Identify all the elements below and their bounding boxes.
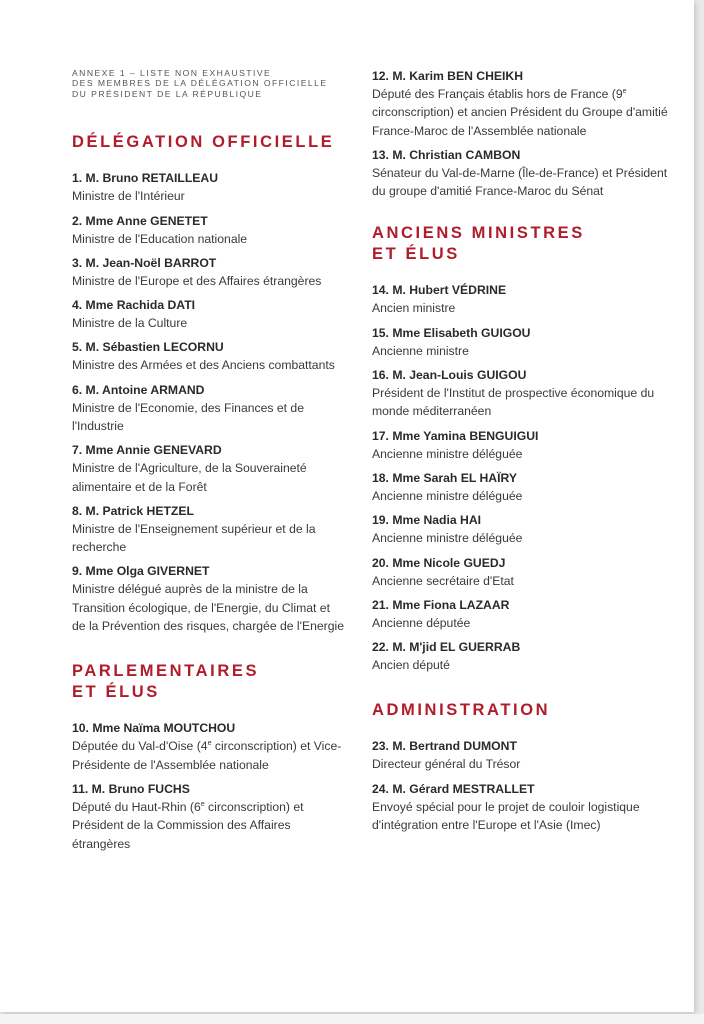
list-item [72, 297, 344, 332]
entry-role: Ancienne secrétaire d'Etat [372, 573, 514, 588]
entry-name: 9. Mme Olga GIVERNET [72, 564, 210, 579]
entry-name: 5. M. Sébastien LECORNU [72, 340, 224, 355]
entry-role: Ministre des Armées et des Anciens combattants [72, 358, 335, 373]
annex-header [72, 68, 344, 99]
entry-name: 3. M. Jean-Noël BARROT [72, 255, 217, 270]
entry-name: 13. M. Christian CAMBON [372, 147, 521, 162]
entry-role: Directeur général du Trésor [372, 757, 521, 772]
annex-line: DU PRÉSIDENT DE LA RÉPUBLIQUE [72, 88, 263, 99]
entry-role: Ancien ministre [372, 301, 456, 316]
list-item [72, 170, 344, 205]
section-title-anciens [372, 223, 668, 265]
entry-name: 11. M. Bruno FUCHS [72, 781, 190, 796]
entry-role: Ministre de l'Intérieur [72, 189, 185, 204]
entry-role: Députée du Val-d'Oise (4e circonscription) et Vice-Présidente de l'Assemblée nationale [72, 739, 342, 772]
list-item [372, 512, 668, 547]
entry-role: Ministre de l'Enseignement supérieur et de la recherche [72, 521, 316, 555]
section-title-delegation: DÉLÉGATION OFFICIELLE [72, 133, 335, 152]
list-item [372, 470, 668, 505]
title-line: ANCIENS MINISTRES [372, 224, 585, 243]
list-item [372, 428, 668, 463]
entry-name: 10. Mme Naïma MOUTCHOU [72, 721, 236, 736]
annex-line: ANNEXE 1 – LISTE NON EXHAUSTIVE [72, 68, 272, 78]
entry-name: 2. Mme Anne GENETET [72, 213, 208, 228]
section-title-parlementaires [72, 661, 344, 703]
entry-role: Ancienne ministre déléguée [372, 488, 523, 503]
entry-name: 22. M. M'jid EL GUERRAB [372, 640, 521, 655]
entry-name: 24. M. Gérard MESTRALLET [372, 781, 535, 796]
entry-name: 23. M. Bertrand DUMONT [372, 739, 517, 754]
entry-name: 14. M. Hubert VÉDRINE [372, 283, 507, 298]
list-item [72, 255, 344, 290]
list-item [72, 213, 344, 248]
list-item [372, 147, 668, 201]
list-item [372, 367, 668, 421]
entry-role: Ministre de l'Education nationale [72, 231, 248, 246]
section-title-administration: ADMINISTRATION [372, 701, 551, 720]
entry-role: Ancienne ministre déléguée [372, 446, 523, 461]
list-item [372, 555, 668, 590]
list-item [372, 325, 668, 360]
left-column [72, 68, 344, 853]
entry-name: 17. Mme Yamina BENGUIGUI [372, 428, 539, 443]
list-item [372, 781, 668, 835]
entry-name: 4. Mme Rachida DATI [72, 298, 196, 313]
entry-role: Ministre de l'Economie, des Finances et de l'Industrie [72, 400, 304, 433]
entry-role: Ministre de l'Agriculture, de la Souveraineté alimentaire et de la Forêt [72, 461, 307, 494]
entry-name: 18. Mme Sarah EL HAÏRY [372, 470, 517, 485]
entry-role: Ancienne ministre déléguée [372, 531, 523, 546]
list-item [372, 597, 668, 632]
list-item [72, 442, 344, 496]
annex-line: DES MEMBRES DE LA DÉLÉGATION OFFICIELLE [72, 78, 328, 89]
entry-role: Président de l'Institut de prospective économique du monde méditerranéen [372, 386, 655, 419]
entry-role: Député des Français établis hors de France (9e circonscription) et ancien Président du Groupe d'amitié France-Maroc de l'Assemblée nationale [372, 87, 668, 138]
list-item [72, 382, 344, 436]
entry-role: Ministre de l'Europe et des Affaires étrangères [72, 273, 322, 288]
list-item [372, 282, 668, 317]
entry-role: Sénateur du Val-de-Marne (Île-de-France) et Président du groupe d'amitié France-Maroc du Sénat [372, 165, 668, 199]
title-line: ET ÉLUS [72, 683, 160, 702]
title-line: PARLEMENTAIRES [72, 662, 260, 681]
entry-role: Ministre délégué auprès de la ministre de la Transition écologique, de l'Energie, du Climat et de la Prévention des risques, chargée de l'Energie [72, 582, 344, 634]
entry-name: 7. Mme Annie GENEVARD [72, 443, 222, 458]
title-line: ET ÉLUS [372, 245, 460, 264]
entry-name: 19. Mme Nadia HAI [372, 513, 482, 528]
list-item [72, 781, 344, 853]
entry-role: Ancienne députée [372, 615, 471, 630]
list-item [372, 738, 668, 773]
list-item [72, 503, 344, 557]
list-item [72, 563, 344, 635]
list-item [72, 720, 344, 774]
entry-role: Député du Haut-Rhin (6e circonscription) et Président de la Commission des Affaires étrangères [72, 799, 304, 851]
right-column [372, 68, 668, 834]
entry-role: Ancienne ministre [372, 343, 469, 358]
list-item [72, 339, 344, 374]
entry-name: 16. M. Jean-Louis GUIGOU [372, 368, 527, 383]
entry-name: 15. Mme Elisabeth GUIGOU [372, 325, 531, 340]
entry-name: 8. M. Patrick HETZEL [72, 503, 194, 518]
entry-name: 6. M. Antoine ARMAND [72, 382, 205, 397]
entry-role: Ministre de la Culture [72, 316, 188, 331]
entry-name: 12. M. Karim BEN CHEIKH [372, 69, 524, 83]
entry-name: 1. M. Bruno RETAILLEAU [72, 171, 219, 186]
entry-role: Ancien député [372, 658, 450, 673]
list-item [372, 639, 668, 674]
entry-role: Envoyé spécial pour le projet de couloir logistique d'intégration entre l'Europe et l'Asie (Imec) [372, 799, 640, 833]
list-item [372, 68, 668, 140]
entry-name: 21. Mme Fiona LAZAAR [372, 597, 510, 612]
page-edge [0, 1014, 704, 1024]
entry-name: 20. Mme Nicole GUEDJ [372, 555, 506, 570]
